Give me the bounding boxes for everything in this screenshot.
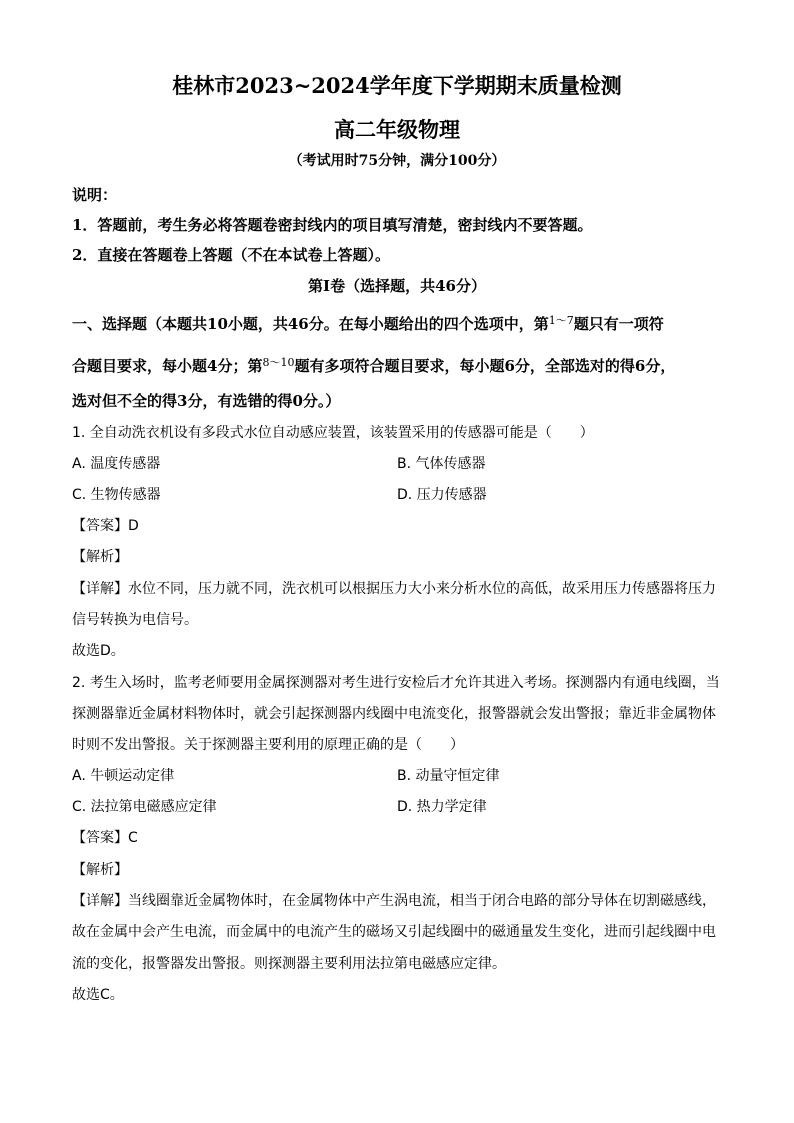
exam-info: （考试用时75分钟，满分100分） xyxy=(288,153,506,169)
instr-text: 题只有一项符 xyxy=(573,315,664,333)
instr-text: 合题目要求，每小题4分；第 xyxy=(72,357,263,375)
section-instruction-line3: 选对但不全的得3分，有选错的得0分。） xyxy=(72,392,341,410)
question-stem: 探测器靠近金属材料物体时，就会引起探测器内线圈中电流变化，报警器就会发出警报；靠近非金属物体 xyxy=(72,706,716,722)
instr-range: 1～7 xyxy=(548,314,574,327)
instr-text: 一、选择题（本题共10小题，共46分。在每小题给出的四个选项中，第 xyxy=(72,315,549,333)
conclusion: 故选D。 xyxy=(72,643,125,659)
question-stem: 1. 全自动洗衣机设有多段式水位自动感应装置，该装置采用的传感器可能是（ ） xyxy=(72,425,594,441)
instr-text: 题有多项符合题目要求，每小题6分，全部选对的得6分， xyxy=(294,357,676,375)
detail-line: 故在金属中会产生电流，而金属中的电流产生的磁场又引起线圈中的磁通量发生变化，进而引起线圈中电 xyxy=(72,924,716,940)
option-d: D. 热力学定律 xyxy=(397,799,487,815)
option-d: D. 压力传感器 xyxy=(397,487,487,503)
section-instruction-line2 xyxy=(72,355,675,376)
section-title: 第Ⅰ卷（选择题，共46分） xyxy=(308,277,486,295)
option-c: C. 法拉第电磁感应定律 xyxy=(72,799,217,815)
conclusion: 故选C。 xyxy=(72,987,124,1003)
notes-heading: 说明： xyxy=(72,186,118,204)
question-stem: 2. 考生入场时，监考老师要用金属探测器对考生进行安检后才允许其进入考场。探测器内有通电线圈，当 xyxy=(72,675,720,691)
note-item-2: 2．直接在答题卷上答题（不在本试卷上答题）。 xyxy=(72,246,390,264)
detail-line: 信号转换为电信号。 xyxy=(72,612,198,628)
exam-subject: 高二年级物理 xyxy=(334,117,460,142)
option-b: B. 气体传感器 xyxy=(397,456,486,472)
option-a: A. 牛顿运动定律 xyxy=(72,768,175,784)
instr-range: 8～10 xyxy=(262,356,295,369)
answer: 【答案】D xyxy=(72,518,139,534)
question-stem: 时则不发出警报。关于探测器主要利用的原理正确的是（ ） xyxy=(72,737,464,753)
section-instruction-line1 xyxy=(72,313,664,334)
exam-title: 桂林市2023~2024学年度下学期期末质量检测 xyxy=(172,73,622,98)
note-item-1: 1．答题前，考生务必将答题卷密封线内的项目填写清楚，密封线内不要答题。 xyxy=(72,216,593,234)
option-a: A. 温度传感器 xyxy=(72,456,161,472)
detail-line: 【详解】当线圈靠近金属物体时，在金属物体中产生涡电流，相当于闭合电路的部分导体在切割磁感线， xyxy=(72,893,716,909)
analysis-label: 【解析】 xyxy=(72,862,128,878)
analysis-label: 【解析】 xyxy=(72,549,128,565)
detail-line: 流的变化，报警器发出警报。则探测器主要利用法拉第电磁感应定律。 xyxy=(72,956,506,972)
option-c: C. 生物传感器 xyxy=(72,487,161,503)
answer: 【答案】C xyxy=(72,830,138,846)
detail-line: 【详解】水位不同，压力就不同，洗衣机可以根据压力大小来分析水位的高低，故采用压力传感器将压力 xyxy=(72,581,716,597)
option-b: B. 动量守恒定律 xyxy=(397,768,500,784)
